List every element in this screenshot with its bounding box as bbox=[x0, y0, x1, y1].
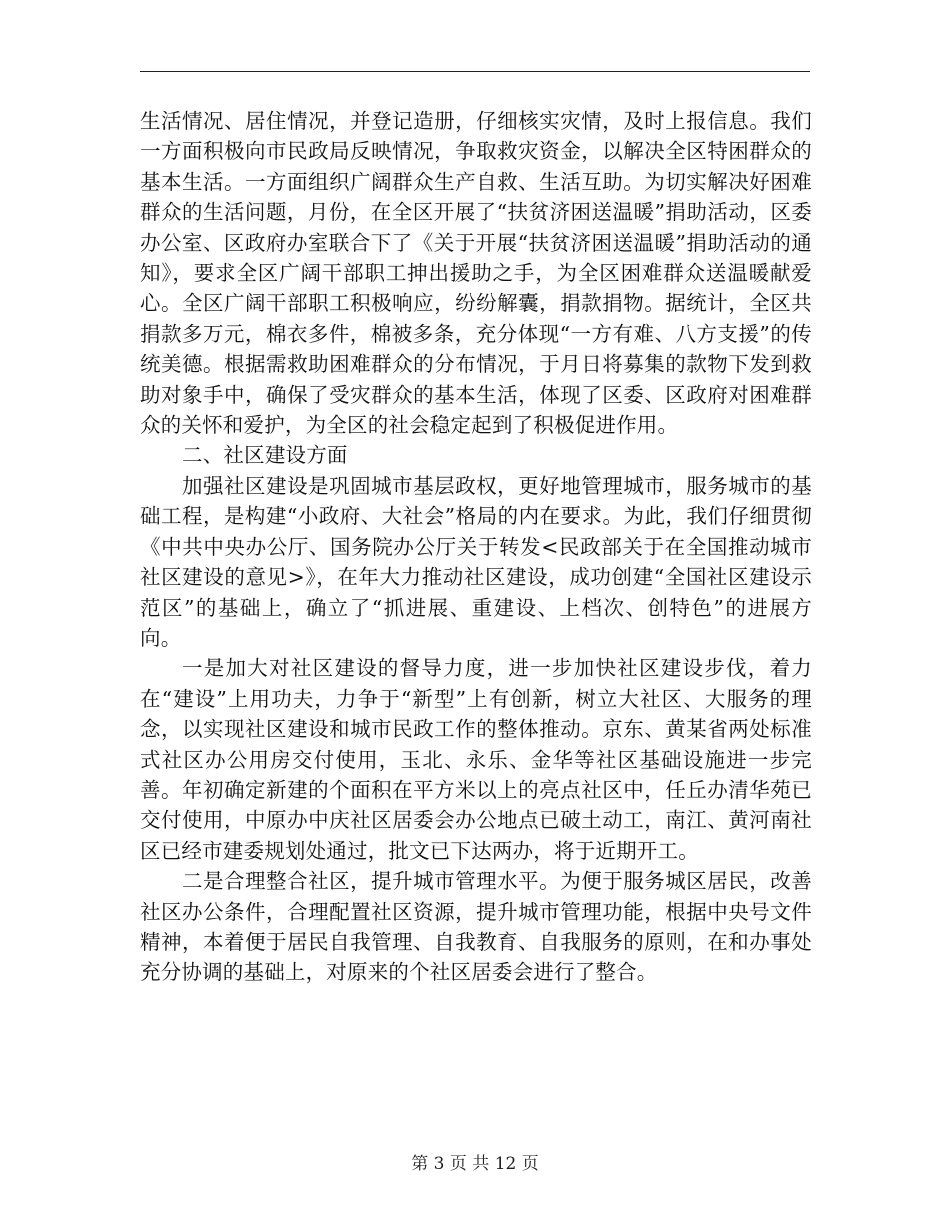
document-body bbox=[140, 106, 812, 988]
paragraph-4: 一是加大对社区建设的督导力度，进一步加快社区建设步伐，着力在“建设”上用功夫，力争于“新型”上有创新，树立大社区、大服务的理念，以实现社区建设和城市民政工作的整体推动。京东、黄某省两处标准式社区办公用房交付使用，玉北、永乐、金华等社区基础设施进一步完善。年初确定新建的个面积在平方米以上的亮点社区中，任丘办清华苑已交付使用，中原办中庆社区居委会办公地点已破土动工，南江、黄河南社区已经市建委规划处通过，批文已下达两办，将于近期开工。 bbox=[140, 656, 812, 863]
header-rule bbox=[140, 71, 810, 72]
paragraph-1: 生活情况、居住情况，并登记造册，仔细核实灾情，及时上报信息。我们一方面积极向市民政局反映情况，争取救灾资金，以解决全区特困群众的基本生活。一方面组织广阔群众生产自救、生活互助。为切实解决好困难群众的生活问题，月份，在全区开展了“扶贫济困送温暖”捐助活动，区委办公室、区政府办室联合下了《关于开展“扶贫济困送温暖”捐助活动的通知》，要求全区广阔干部职工抻出援助之手，为全区困难群众送温暖献爱心。全区广阔干部职工积极响应，纷纷解囊，捐款捐物。据统计，全区共捐款多万元，棉衣多件，棉被多条，充分体现“一方有难、八方支援”的传统美德。根据需救助困难群众的分布情况，于月日将募集的款物下发到救助对象手中，确保了受灾群众的基本生活，体现了区委、区政府对困难群众的关怀和爱护，为全区的社会稳定起到了积极促进作用。 bbox=[140, 109, 812, 438]
paragraph-3: 加强社区建设是巩固城市基层政权，更好地管理城市，服务城市的基础工程，是构建“小政府、大社会”格局的内在要求。为此，我们仔细贯彻《中共中央办公厅、国务院办公厅关于转发<民政部关于在全国推动城市社区建设的意见>》，在年大力推动社区建设，成功创建“全国社区建设示范区”的基础上，确立了“抓进展、重建设、上档次、创特色”的进展方向。 bbox=[140, 473, 812, 650]
paragraph-5: 二是合理整合社区，提升城市管理水平。为便于服务城区居民，改善社区办公条件，合理配置社区资源，提升城市管理功能，根据中央号文件精神，本着便于居民自我管理、自我教育、自我服务的原则，在和办事处充分协调的基础上，对原来的个社区居委会进行了整合。 bbox=[140, 869, 812, 985]
section-heading-community-building: 二、社区建设方面 bbox=[182, 443, 348, 468]
page-number-footer: 第 3 页 共 12 页 bbox=[411, 1154, 539, 1174]
